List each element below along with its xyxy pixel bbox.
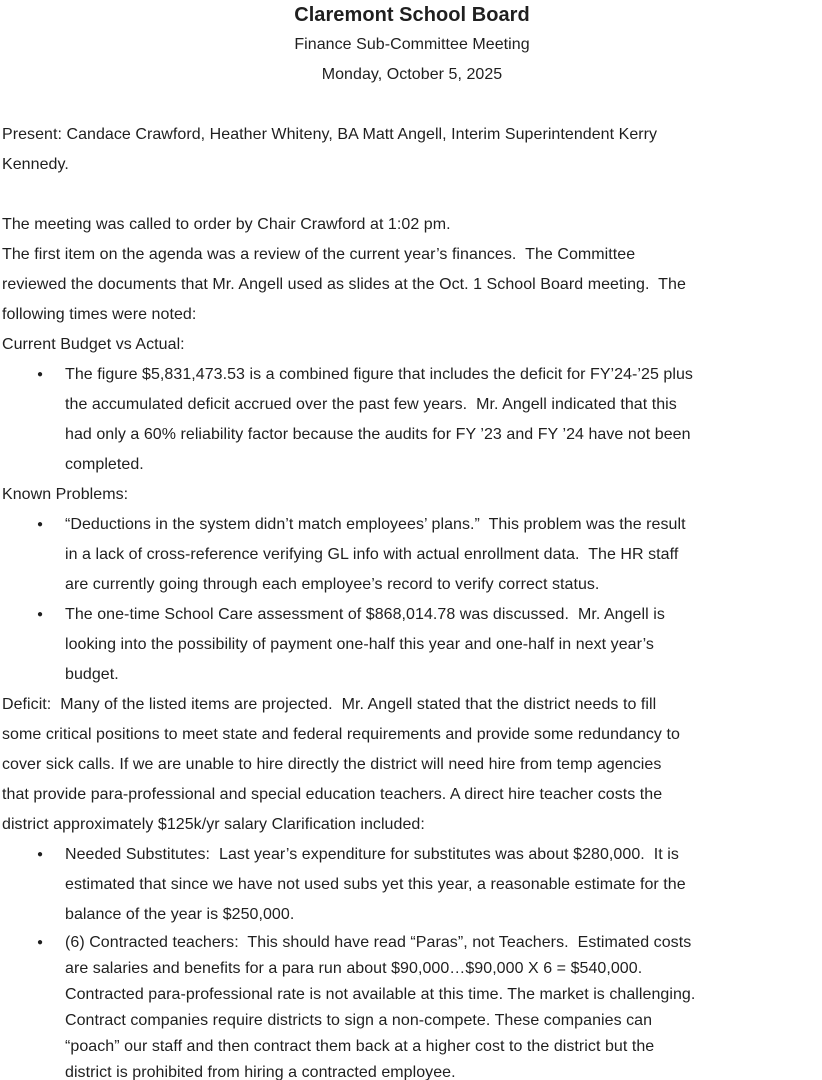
bullet-text: The figure $5,831,473.53 is a combined figure that includes the deficit for FY’24-’25 plus <box>65 366 693 383</box>
bullet-item <box>2 840 822 930</box>
text-line: are salaries and benefits for a para run about $90,000…$90,000 X 6 = $540,000. <box>65 960 643 977</box>
text-line: Contract companies require districts to sign a non-compete. These companies can <box>65 1012 653 1029</box>
text-line: some critical positions to meet state and federal requirements and provide some redundancy to <box>2 726 680 743</box>
text-line: “poach” our staff and then contract them back at a higher cost to the district but the <box>65 1038 655 1055</box>
blank-line <box>2 90 822 120</box>
bullet-icon: ● <box>37 937 44 948</box>
text-line: looking into the possibility of payment one-half this year and one-half in next year’s <box>65 636 654 653</box>
paragraph <box>2 210 822 240</box>
text-line: Kennedy. <box>2 156 69 173</box>
bullet-icon: ● <box>37 609 44 620</box>
document-title: Claremont School Board <box>294 4 530 26</box>
text-line: completed. <box>65 456 144 473</box>
text-line <box>2 840 822 870</box>
text-line: the accumulated deficit accrued over the past few years. Mr. Angell indicated that this <box>65 396 677 413</box>
text-line <box>2 600 822 630</box>
text-line: Contracted para-professional rate is not available at this time. The market is challenging. <box>65 986 696 1003</box>
text-line: district is prohibited from hiring a contracted employee. <box>65 1064 456 1080</box>
document-header <box>2 0 822 90</box>
text-line <box>2 510 822 540</box>
text-line: Known Problems: <box>2 486 129 503</box>
text-line: Deficit: Many of the listed items are projected. Mr. Angell stated that the district needs to fill <box>2 696 657 713</box>
document-body <box>2 90 822 1080</box>
bullet-icon: ● <box>37 519 44 530</box>
text-line: in a lack of cross-reference verifying GL info with actual enrollment data. The HR staff <box>65 546 679 563</box>
paragraph <box>2 690 822 840</box>
text-line: estimated that since we have not used subs yet this year, a reasonable estimate for the <box>65 876 686 893</box>
text-line <box>2 930 822 956</box>
text-line <box>2 360 822 390</box>
text-line: balance of the year is $250,000. <box>65 906 295 923</box>
bullet-icon: ● <box>37 369 44 380</box>
text-line: The meeting was called to order by Chair Crawford at 1:02 pm. <box>2 216 451 233</box>
bullet-item <box>2 510 822 600</box>
text-line: reviewed the documents that Mr. Angell used as slides at the Oct. 1 School Board meeting. The <box>2 276 686 293</box>
text-line: budget. <box>65 666 119 683</box>
bullet-text: The one-time School Care assessment of $868,014.78 was discussed. Mr. Angell is <box>65 606 665 623</box>
text-line: Present: Candace Crawford, Heather Whiteny, BA Matt Angell, Interim Superintendent Kerry <box>2 126 658 143</box>
text-line: The first item on the agenda was a review of the current year’s finances. The Committee <box>2 246 636 263</box>
paragraph <box>2 240 822 330</box>
bullet-text: (6) Contracted teachers: This should have read “Paras”, not Teachers. Estimated costs <box>65 934 692 951</box>
text-line: that provide para-professional and special education teachers. A direct hire teacher costs the <box>2 786 663 803</box>
paragraph <box>2 480 822 510</box>
bullet-text: Needed Substitutes: Last year’s expenditure for substitutes was about $280,000. It is <box>65 846 679 863</box>
document-date: Monday, October 5, 2025 <box>321 66 503 83</box>
bullet-item <box>2 360 822 480</box>
blank-line <box>2 180 822 210</box>
paragraph <box>2 120 822 180</box>
text-line: district approximately $125k/yr salary Clarification included: <box>2 816 425 833</box>
text-line: cover sick calls. If we are unable to hire directly the district will need hire from temp agencies <box>2 756 662 773</box>
text-line: Current Budget vs Actual: <box>2 336 185 353</box>
bullet-item <box>2 600 822 690</box>
document-subtitle: Finance Sub-Committee Meeting <box>294 36 530 53</box>
text-line: had only a 60% reliability factor because the audits for FY ’23 and FY ’24 have not been <box>65 426 691 443</box>
text-line: are currently going through each employee’s record to verify correct status. <box>65 576 600 593</box>
paragraph <box>2 330 822 360</box>
bullet-text: “Deductions in the system didn’t match employees’ plans.” This problem was the result <box>65 516 686 533</box>
bullet-item <box>2 930 822 1080</box>
text-line: following times were noted: <box>2 306 197 323</box>
bullet-icon: ● <box>37 849 44 860</box>
